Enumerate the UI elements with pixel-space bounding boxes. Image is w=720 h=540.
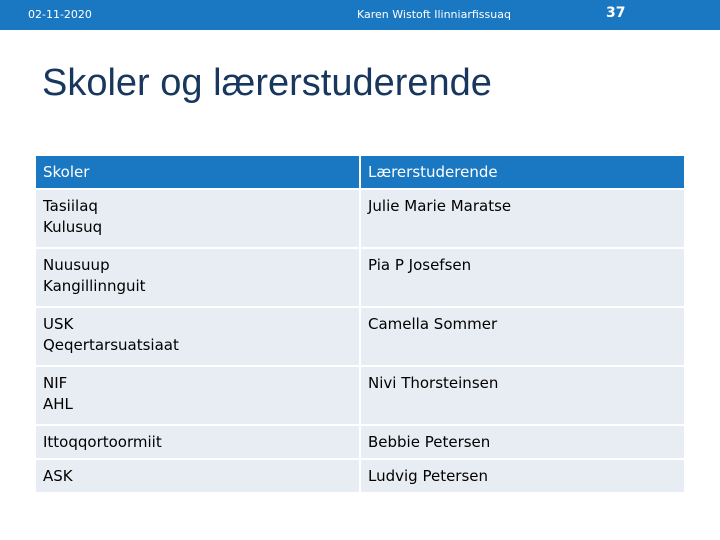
table-row — [36, 308, 684, 367]
school-cell — [36, 190, 359, 249]
header-date: 02-11-2020 — [28, 8, 92, 21]
school-name-line: NIF — [43, 374, 68, 392]
header-author: Karen Wistoft Ilinniarfissuaq — [357, 8, 511, 21]
school-name-line: Ittoqqortoormiit — [43, 433, 162, 451]
school-name-line: USK — [43, 315, 74, 333]
table-row — [36, 190, 684, 249]
table-header-row — [36, 156, 684, 190]
school-cell — [36, 426, 359, 460]
column-header-students: Lærerstuderende — [359, 156, 684, 190]
student-cell: Ludvig Petersen — [359, 460, 684, 494]
page-number: 37 — [606, 5, 626, 21]
table-row — [36, 367, 684, 426]
school-name-line: Kulusuq — [43, 218, 103, 236]
student-cell: Julie Marie Maratse — [359, 190, 684, 249]
header-bar — [0, 0, 720, 30]
schools-table — [36, 156, 684, 494]
column-header-schools: Skoler — [36, 156, 359, 190]
school-name-line: ASK — [43, 467, 73, 485]
table-row — [36, 426, 684, 460]
school-name-line: Nuusuup — [43, 256, 110, 274]
table-row — [36, 460, 684, 494]
school-cell — [36, 308, 359, 367]
school-name-line: Qeqertarsuatsiaat — [43, 336, 179, 354]
school-name-line: AHL — [43, 395, 73, 413]
slide-title: Skoler og lærerstuderende — [42, 62, 492, 104]
school-cell — [36, 249, 359, 308]
school-cell — [36, 460, 359, 494]
school-name-line: Tasiilaq — [43, 197, 98, 215]
student-cell: Pia P Josefsen — [359, 249, 684, 308]
student-cell: Nivi Thorsteinsen — [359, 367, 684, 426]
school-cell — [36, 367, 359, 426]
student-cell: Bebbie Petersen — [359, 426, 684, 460]
school-name-line: Kangillinnguit — [43, 277, 146, 295]
student-cell: Camella Sommer — [359, 308, 684, 367]
table-row — [36, 249, 684, 308]
